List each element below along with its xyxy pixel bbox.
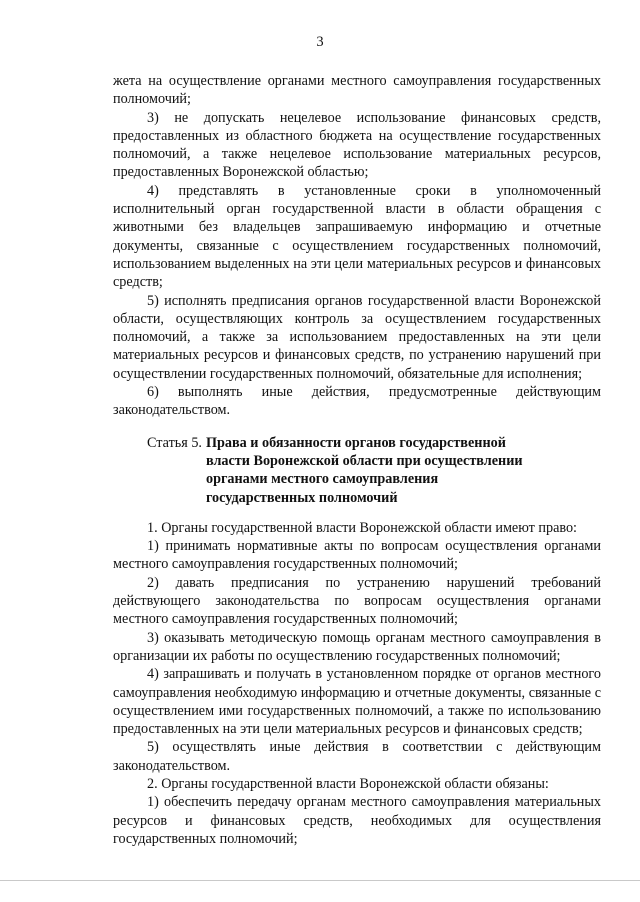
paragraph-right-3: 3) оказывать методическую помощь органам местного самоуправления в организации их работы по осуществлению государственных полномочий; xyxy=(113,629,601,664)
paragraph-item-3: 3) не допускать нецелевое использование финансовых средств, предоставленных из областного бюджета на осуществление государственных полномочий, а также нецелевое использование материальных ресурсов, предоставленных Воронежской областью; xyxy=(113,109,601,181)
paragraph-right-1: 1) принимать нормативные акты по вопросам осуществления органами местного самоуправления государственных полномочий; xyxy=(113,538,601,573)
document-body xyxy=(113,72,601,848)
paragraph-rights-intro: 1. Органы государственной власти Воронежской области имеют право: xyxy=(147,519,578,536)
paragraph-item-5: 5) исполнять предписания органов государственной власти Воронежской области, осуществляющих контроль за осуществлением государственных полномочий, а также за использованием предоставленных на эти цели материальных ресурсов и финансовых средств, по устранению нарушений при осуществлении государственных полномочий, обязательные для исполнения; xyxy=(113,292,601,382)
paragraph-duty-1: 1) обеспечить передачу органам местного самоуправления материальных ресурсов и финансовых средств, необходимых для осуществления государственных полномочий; xyxy=(113,794,601,847)
page-bottom-edge xyxy=(0,880,640,881)
paragraph-right-5: 5) осуществлять иные действия в соответствии с действующим законодательством. xyxy=(113,739,601,774)
article-number: Статья 5. xyxy=(147,434,202,451)
paragraph-right-2: 2) давать предписания по устранению нарушений требований действующего законодательства по вопросам осуществления органами местного самоуправления государственных полномочий; xyxy=(113,574,601,628)
article-title: Права и обязанности органов государственной власти Воронежской области при осуществлении органами местного самоуправления государственных полномочий xyxy=(205,434,523,506)
paragraph-right-4: 4) запрашивать и получать в установленном порядке от органов местного самоуправления необходимую информацию и отчетные документы, связанные с осуществлением ими государственных полномочий, а также по использованию предоставленных на эти цели материальных ресурсов и финансовых средств; xyxy=(113,666,601,738)
paragraph-duties-intro: 2. Органы государственной власти Воронежской области обязаны: xyxy=(147,775,549,792)
paragraph-continuation: жета на осуществление органами местного самоуправления государственных полномочий; xyxy=(113,73,601,108)
paragraph-item-4: 4) представлять в установленные сроки в уполномоченный исполнительный орган государственной власти в области обращения с животными без владельцев запрашиваемую информацию и отчетные документы, связанные с осуществлением государственных полномочий, использованием выделенных на эти цели материальных ресурсов и финансовых средств; xyxy=(113,182,601,291)
paragraph-item-6: 6) выполнять иные действия, предусмотренные действующим законодательством. xyxy=(113,384,601,419)
page-number: 3 xyxy=(316,34,324,50)
article-heading xyxy=(113,434,601,507)
